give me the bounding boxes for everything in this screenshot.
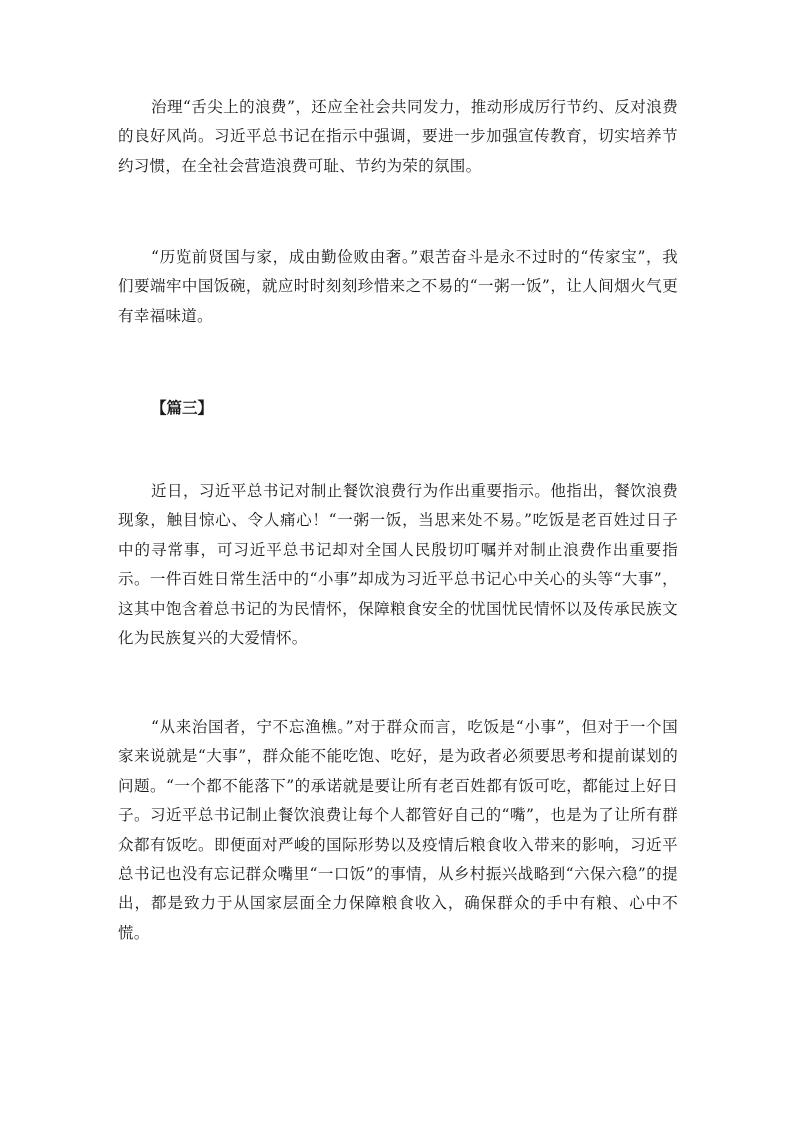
paragraph-frugality-heritage: “历览前贤国与家，成由勤俭败由奢。”艰苦奋斗是永不过时的“传家宝”，我们要端牢中国饭碗，就应时时刻刻珍惜来之不易的“一粥一饭”，让人间烟火气更有幸福味道。 <box>118 248 678 325</box>
section-heading: 【篇三】 <box>151 398 214 417</box>
paragraph-governance: “从来治国者，宁不忘渔樵。”对于群众而言，吃饭是“小事”，但对于一个国家来说就是“大事”，群众能不能吃饱、吃好，是为政者必须要思考和提前谋划的问题。“一个都不能落下”的承诺就是要让所有老百姓都有饭可吃，都能过上好日子。习近平总书记制止餐饮浪费让每个人都管好自己的“嘴”，也是为了让所有群众都有饭吃。即便面对严峻的国际形势以及疫情后粮食收入带来的影响，习近平总书记也没有忘记群众嘴里“一口饭”的事情，从乡村振兴战略到“六保六稳”的提出，都是致力于从国家层面全力保障粮食收入，确保群众的手中有粮、心中不慌。 <box>118 718 678 942</box>
paragraph-instruction: 近日，习近平总书记对制止餐饮浪费行为作出重要指示。他指出，餐饮浪费现象，触目惊心、令人痛心！“一粥一饭，当思来处不易。”吃饭是老百姓过日子中的寻常事，可习近平总书记却对全国人民殷切叮嘱并对制止浪费作出重要指示。一件百姓日常生活中的“小事”却成为习近平总书记心中关心的头等“大事”，这其中饱含着总书记的为民情怀，保障粮食安全的忧国忧民情怀以及传承民族文化为民族复兴的大爱情怀。 <box>118 482 678 648</box>
paragraph-waste-governance: 治理“舌尖上的浪费”，还应全社会共同发力，推动形成厉行节约、反对浪费的良好风尚。习近平总书记在指示中强调，要进一步加强宣传教育，切实培养节约习惯，在全社会营造浪费可耻、节约为荣的氛围。 <box>118 98 678 175</box>
